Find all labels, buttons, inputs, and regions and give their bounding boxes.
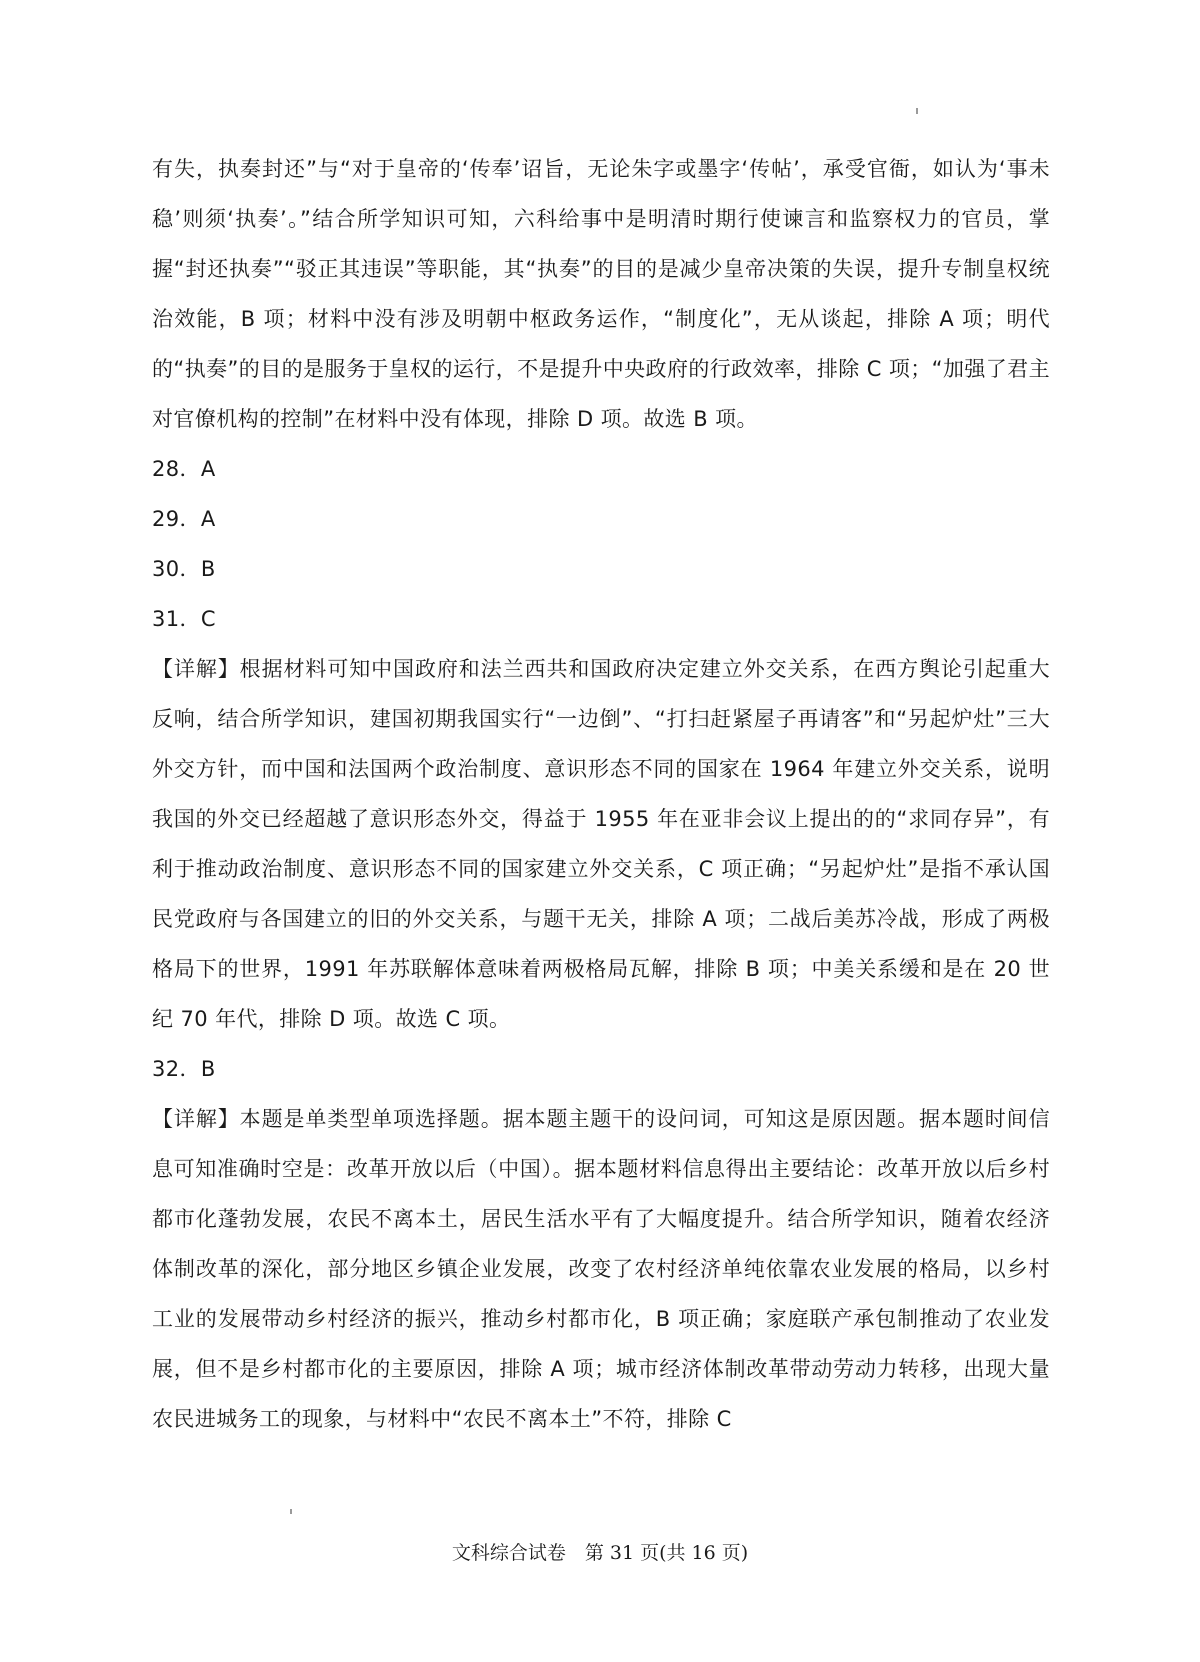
page-footer: 文科综合试卷 第 31 页(共 16 页) [451,1542,749,1564]
answer-29: 29．A [152,507,216,531]
answer-28: 28．A [152,457,216,481]
page-content [152,144,1050,1444]
answer-32: 32．B [152,1057,216,1081]
answer-30: 30．B [152,557,216,581]
scan-mark-bottom [290,1509,292,1514]
answer-31: 31．C [152,607,216,631]
explanation-31: 【详解】根据材料可知中国政府和法兰西共和国政府决定建立外交关系，在西方舆论引起重大反响，结合所学知识，建国初期我国实行“一边倒”、“打扫赶紧屋子再请客”和“另起炉灶”三大外交方针，而中国和法国两个政治制度、意识形态不同的国家在 1964 年建立外交关系，说明我国的外交已经超越了意识形态外交，得益于 1955 年在亚非会议上提出的的“求同存异”，有利于推动政治制度、意识形态不同的国家建立外交关系，C 项正确；“另起炉灶”是指不承认国民党政府与各国建立的旧的外交关系，与题干无关，排除 A 项；二战后美苏冷战，形成了两极格局下的世界，1991 年苏联解体意味着两极格局瓦解，排除 B 项；中美关系缓和是在 20 世纪 70 年代，排除 D 项。故选 C 项。 [152,657,1050,1031]
scan-mark-top [916,108,918,114]
explanation-32: 【详解】本题是单类型单项选择题。据本题主题干的设问词，可知这是原因题。据本题时间信息可知准确时空是：改革开放以后（中国）。据本题材料信息得出主要结论：改革开放以后乡村都市化蓬勃发展，农民不离本土，居民生活水平有了大幅度提升。结合所学知识，随着农经济体制改革的深化，部分地区乡镇企业发展，改变了农村经济单纯依靠农业发展的格局，以乡村工业的发展带动乡村经济的振兴，推动乡村都市化，B 项正确；家庭联产承包制推动了农业发展，但不是乡村都市化的主要原因，排除 A 项；城市经济体制改革带动劳动力转移，出现大量农民进城务工的现象，与材料中“农民不离本土”不符，排除 C [152,1107,1050,1431]
explanation-27-continued: 有失，执奏封还”与“对于皇帝的‘传奉’诏旨，无论朱字或墨字‘传帖’，承受官衙，如认为‘事未稳’则须‘执奏’。”结合所学知识可知，六科给事中是明清时期行使谏言和监察权力的官员，掌握“封还执奏”“驳正其违误”等职能，其“执奏”的目的是减少皇帝决策的失误，提升专制皇权统治效能，B 项；材料中没有涉及明朝中枢政务运作，“制度化”，无从谈起，排除 A 项；明代的“执奏”的目的是服务于皇权的运行，不是提升中央政府的行政效率，排除 C 项；“加强了君主对官僚机构的控制”在材料中没有体现，排除 D 项。故选 B 项。 [152,157,1050,431]
